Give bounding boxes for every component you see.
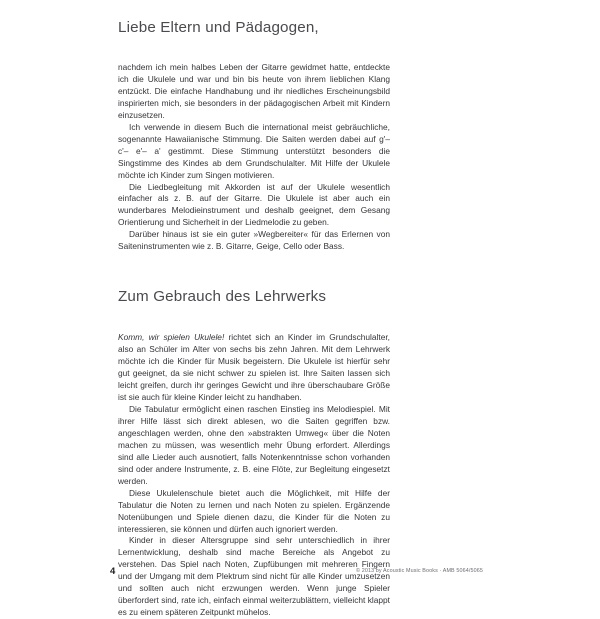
section-block-letter <box>118 18 390 37</box>
paragraph: Kinder in dieser Altersgruppe sind sehr unterschiedlich in ihrer Lernentwicklung, deshalb sind mache Bereiche als Angebot zu verstehen. Das Spiel nach Noten, Zupfübungen mit mehreren Fingern und der Umgang mit dem Plektrum sind nicht für alle Kinder umzusetzen und sollten auch nicht erzwungen werden. Wenn junge Spieler überfordert sind, rate ich, einfach einmal weiterzublättern, vielleicht klappt es zu einem späteren Zeitpunkt mühelos. <box>118 535 390 618</box>
paragraph: Darüber hinaus ist sie ein guter »Wegbereiter« für das Erlernen von Saiteninstrumenten wie z. B. Gitarre, Geige, Cello oder Bass. <box>118 229 390 252</box>
section-heading: Zum Gebrauch des Lehrwerks <box>118 288 327 306</box>
copyright-notice: © 2013 by Acoustic Music Books · AMB 5064/5065 <box>356 568 483 574</box>
paragraph <box>118 332 390 404</box>
page-content-column <box>118 18 390 619</box>
paragraph: Ich verwende in diesem Buch die international meist gebräuchliche, sogenannte Hawaiianische Stimmung. Die Saiten werden dabei auf g'– c'– e'– a' gestimmt. Diese Stimmung unterstützt besonders die Singstimme des Kindes ab dem Grundschulalter. Mit Hilfe der Ukulele möchte ich Kinder zum Singen motivieren. <box>118 121 390 180</box>
page-title: Liebe Eltern und Pädagogen, <box>118 19 319 36</box>
paragraph: Die Liedbegleitung mit Akkorden ist auf der Ukulele wesentlich einfacher als z. B. auf der Gitarre. Die Ukulele ist aber auch ein wunderbares Melodieinstrument und deshalb geeignet, dem Gesang Orientierung und Sicherheit in der Liedmelodie zu geben. <box>118 181 390 228</box>
page-number: 4 <box>110 566 116 577</box>
section-body-letter <box>118 62 390 253</box>
paragraph: Diese Ukulelenschule bietet auch die Möglichkeit, mit Hilfe der Tabulatur die Noten zu lernen und nach Noten zu spielen. Ergänzende Notenübungen und Spiele dienen dazu, die Kinder für die Noten zu interessieren, sie können und dürfen auch ignoriert werden. <box>118 487 390 534</box>
paragraph: Die Tabulatur ermöglicht einen raschen Einstieg ins Melodiespiel. Mit ihrer Hilfe lässt sich direkt ablesen, wo die Saiten gegriffen bzw. angeschlagen werden, ohne den »abstrakten Umweg« über die Noten machen zu müssen, was wesentlich mehr Übung erfordert. Allerdings sind alle Lieder auch ausnotiert, falls Notenkenntnisse schon vorhanden sind oder andere Instrumente, z. B. eine Flöte, zur Begleitung eingesetzt werden. <box>118 403 390 486</box>
section-block-usage <box>118 287 390 306</box>
page-footer <box>0 560 600 590</box>
work-title: Komm, wir spielen Ukulele! <box>118 332 225 343</box>
paragraph: nachdem ich mein halbes Leben der Gitarre gewidmet hatte, entdeckte ich die Ukulele und war und bin bis heute von ihrem lieblichen Klang entzückt. Die einfache Handhabung und ihr niedliches Erscheinungsbild inspirierten mich, sie besonders in der pädagogischen Arbeit mit Kindern einzusetzen. <box>118 62 390 120</box>
paragraph-text: richtet sich an Kinder im Grundschulalter, also an Schüler im Alter von sechs bis zehn Jahren. Mit dem Lehrwerk möchte ich die Kinder für Musik begeistern. Die Ukulele ist hierfür sehr gut geeignet, da sie nicht schwer zu spielen ist. Ihre Saiten lassen sich leicht greifen, durch ihr geringes Gewicht und ihre überschaubare Größe ist sie auch für kleine Kinder leicht zu handhaben. <box>118 332 391 403</box>
